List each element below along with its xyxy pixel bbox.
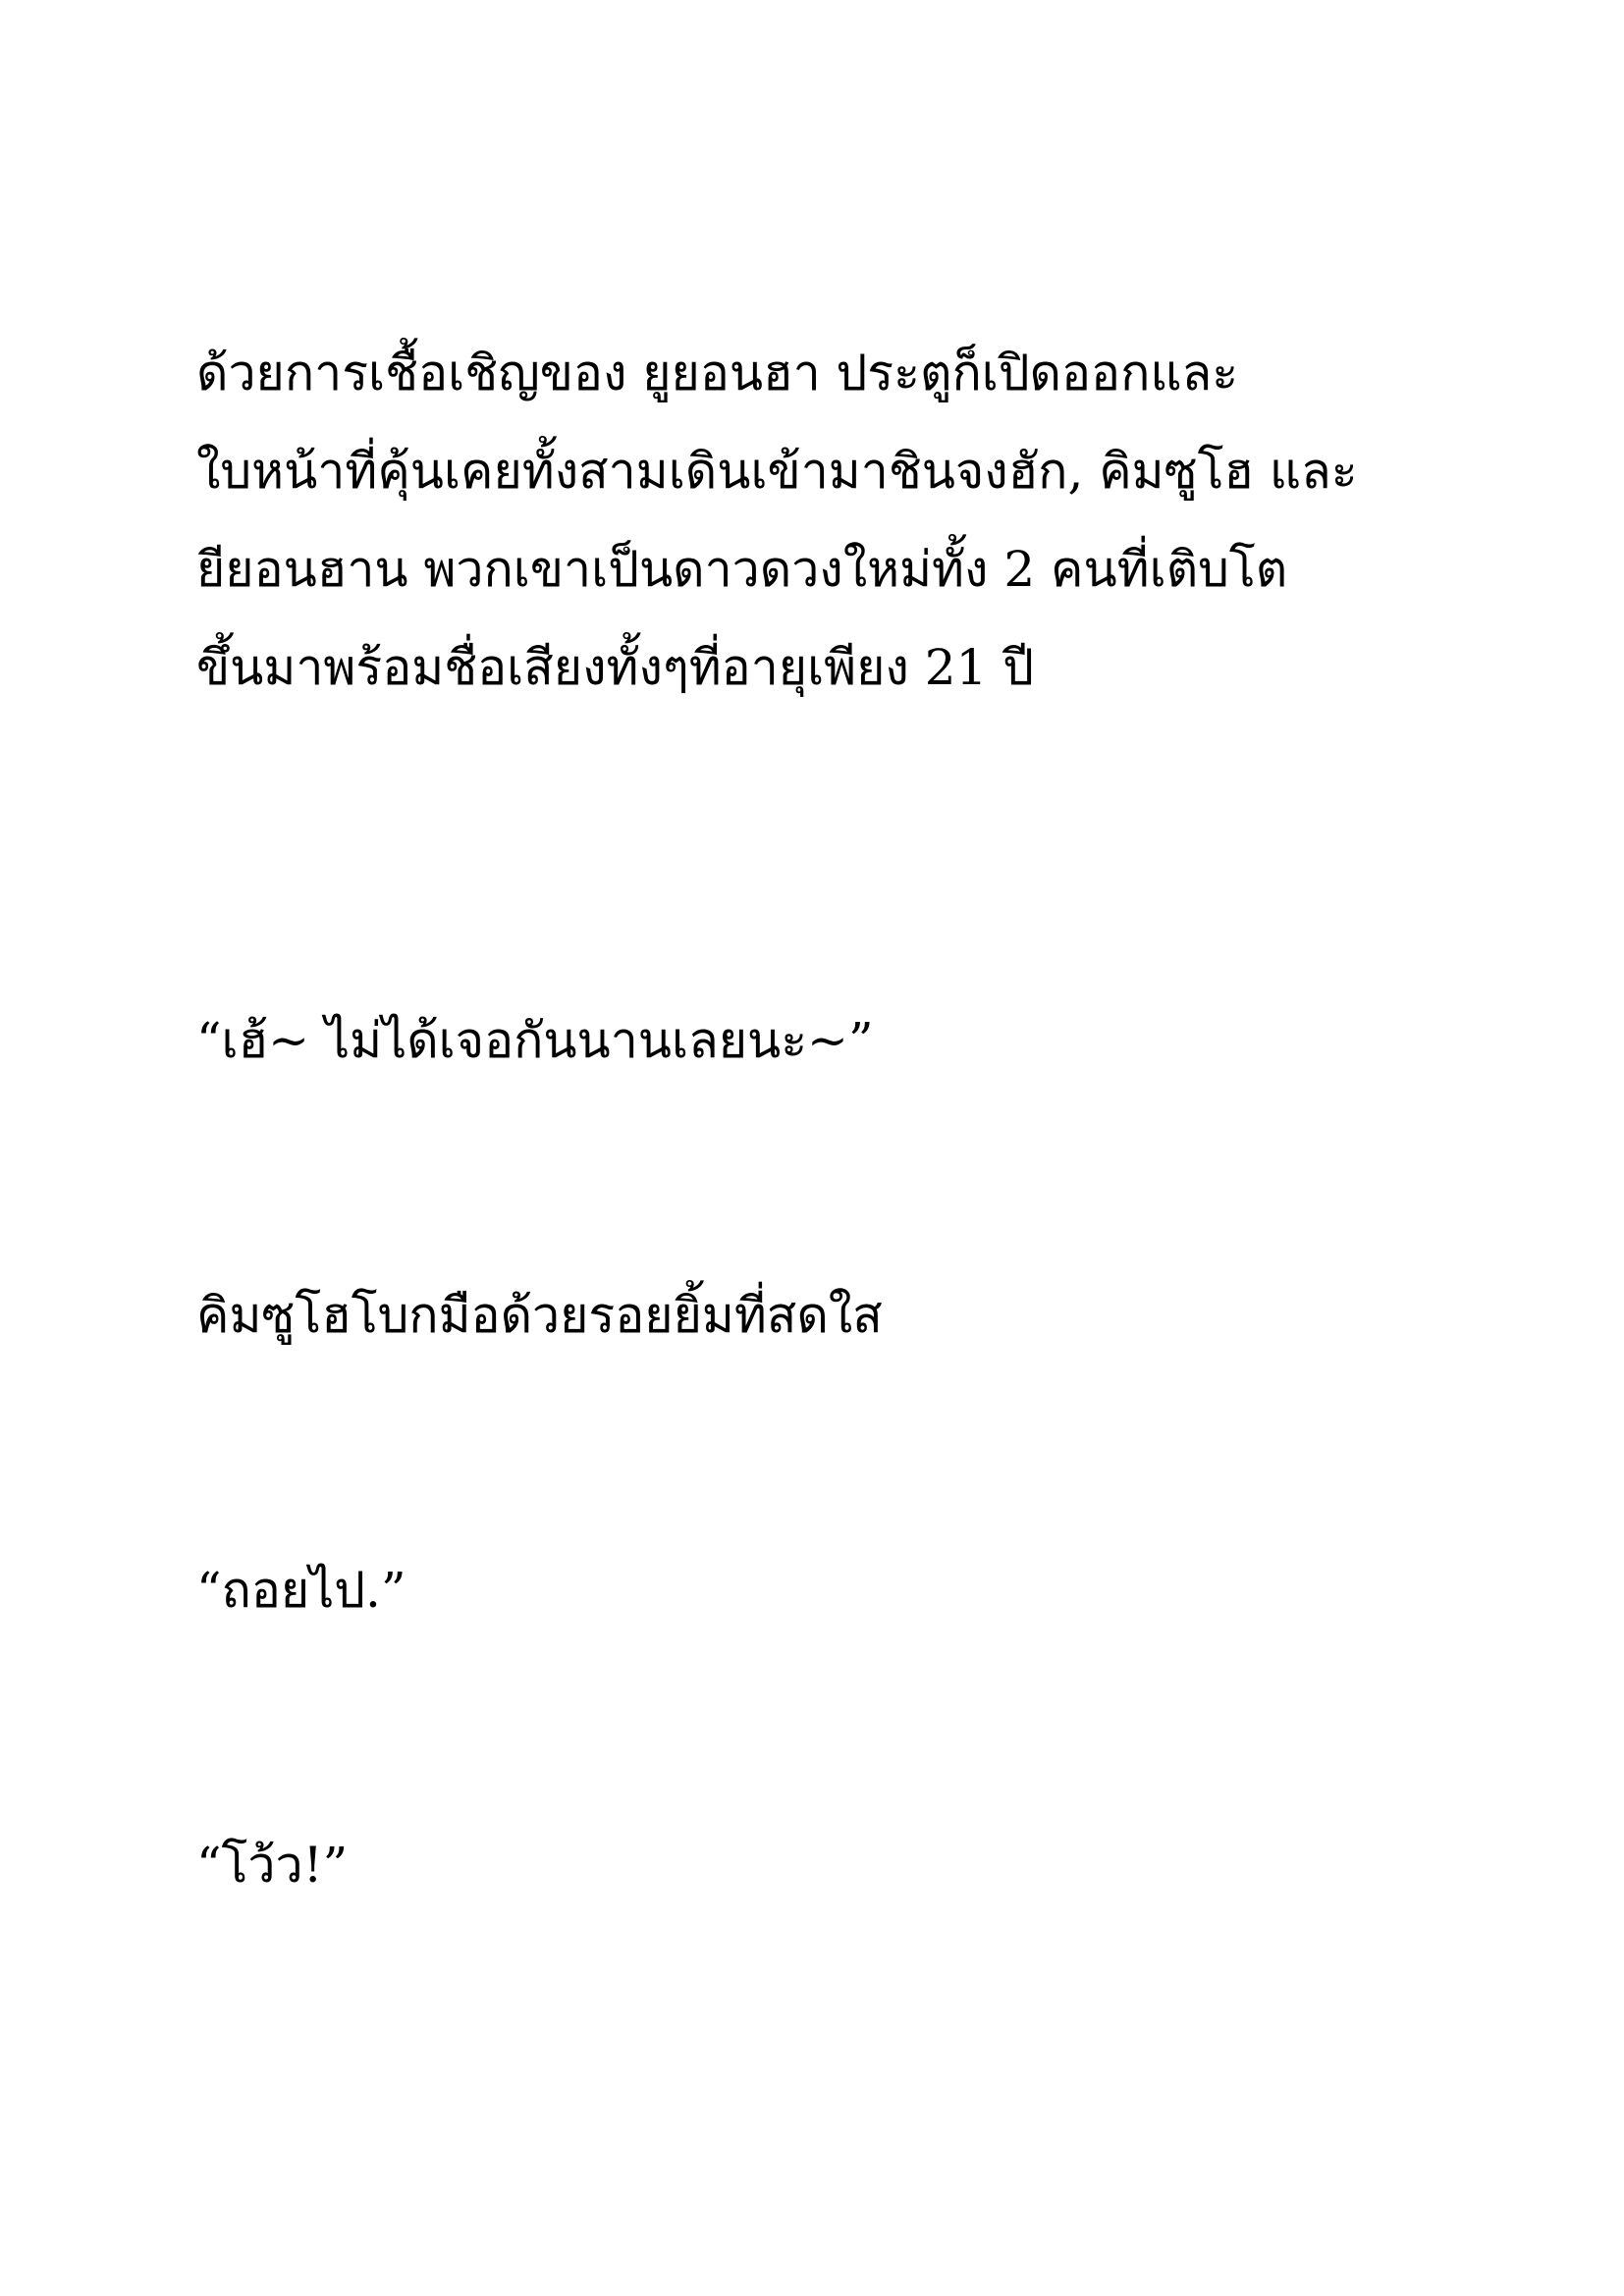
text-line: “โว้ว!” [196,1837,349,1894]
text-line: ด้วยการเชื้อเชิญของ ยูยอนฮา ประตูก็เปิดออกและ [196,345,1239,401]
text-line: คิมซูโฮโบกมือด้วยรอยยิ้มที่สดใส [196,1287,883,1344]
text-line: “ถอยไป.” [196,1562,406,1619]
paragraph-dialogue-wow [196,1816,348,1914]
text-line: “เฮ้~ ไม่ได้เจอกันนานเลยนะ~” [196,1012,874,1069]
paragraph-dialogue-step-back [196,1541,406,1639]
text-line: ใบหน้าที่คุ้นเคยทั้งสามเดินเข้ามาชินจงฮัก, คิมซูโฮ และ [196,443,1358,500]
text-line: ขึ้นมาพร้อมชื่อเสียงทั้งๆที่อายุเพียง 21 ปี [196,639,1034,696]
paragraph-narration-waves [196,1266,883,1364]
paragraph-narration-door-opens [196,324,1358,717]
text-line: ยียอนฮาน พวกเขาเป็นดาวดวงใหม่ทั้ง 2 คนที่เติบโต [196,541,1288,598]
paragraph-dialogue-greeting [196,991,874,1090]
